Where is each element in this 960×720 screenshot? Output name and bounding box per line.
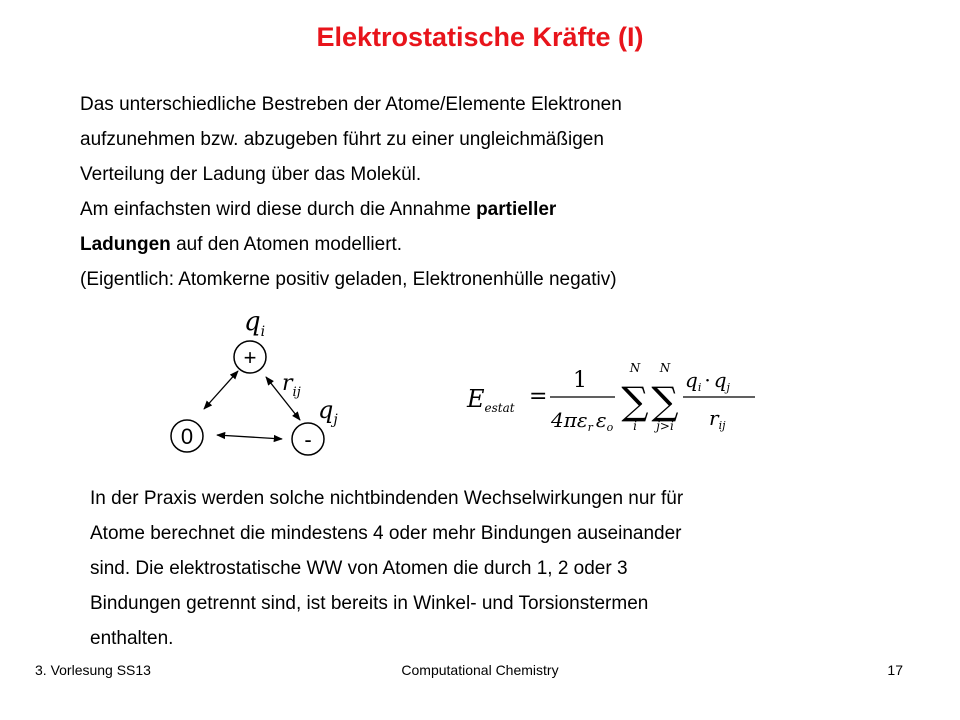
practice-line-5: enthalten. [90, 628, 174, 649]
intro-line-4-text: Am einfachsten wird diese durch die Annahme [80, 199, 471, 220]
intro-bold-ladungen: Ladungen [80, 234, 171, 255]
qi-label: $q_i$ [244, 307, 266, 340]
rij-label: $r_{ij}$ [282, 371, 301, 400]
negative-charge-symbol: - [304, 427, 312, 452]
footer-page-number: 17 [887, 662, 903, 678]
sum1-upper: N [629, 361, 641, 375]
intro-line-3: Verteilung der Ladung über das Molekül. [80, 164, 422, 185]
charge-triangle-diagram [160, 300, 360, 470]
footer-lecture: 3. Vorlesung SS13 [35, 662, 151, 678]
practice-line-4: Bindungen getrennt sind, ist bereits in Winkel- und Torsionstermen [90, 593, 649, 614]
intro-line-2: aufzunehmen bzw. abzugeben führt zu einer ungleichmäßigen [80, 129, 604, 150]
formula-numerator: 1 [573, 368, 587, 393]
sum1-lower: i [633, 419, 637, 433]
neutral-charge-symbol: 0 [180, 424, 194, 449]
sum2-lower: j>i [656, 419, 674, 433]
practice-paragraph [90, 481, 683, 656]
arrow-plus-to-zero [204, 371, 238, 409]
sum2-symbol: ∑ [651, 379, 679, 423]
arrow-zero-to-minus [217, 435, 282, 439]
intro-line-1: Das unterschiedliche Bestreben der Atome/Elemente Elektronen [80, 94, 622, 115]
practice-line-2: Atome berechnet die mindestens 4 oder mehr Bindungen auseinander [90, 523, 682, 544]
positive-charge-symbol: + [243, 345, 257, 370]
slide-title: Elektrostatische Kräfte (I) [316, 22, 644, 52]
practice-line-1: In der Praxis werden solche nichtbindenden Wechselwirkungen nur für [90, 488, 684, 509]
charge-product: $q_i \cdot q_j$ [685, 368, 730, 394]
sum1-symbol: ∑ [621, 379, 649, 423]
intro-line-4 [80, 192, 622, 227]
intro-line-6: (Eigentlich: Atomkerne positiv geladen, Elektronenhülle negativ) [80, 269, 617, 290]
intro-line-5-text: auf den Atomen modelliert. [176, 234, 403, 255]
formula-lhs: $E_{estat}$ [467, 385, 515, 415]
intro-paragraph [80, 87, 622, 297]
formula-equals: = [529, 384, 548, 409]
sum2-upper: N [659, 361, 671, 375]
qj-label: $q_j$ [318, 396, 338, 428]
practice-line-3: sind. Die elektrostatische WW von Atomen die durch 1, 2 oder 3 [90, 558, 628, 579]
formula-denominator: $4\pi\varepsilon_r$ $\varepsilon_o$ [551, 408, 614, 434]
intro-line-5 [80, 227, 622, 262]
distance-rij: $r_{ij}$ [709, 406, 726, 432]
intro-bold-partieller: partieller [476, 199, 557, 220]
footer-course: Computational Chemistry [401, 662, 559, 678]
coulomb-formula [455, 355, 785, 455]
